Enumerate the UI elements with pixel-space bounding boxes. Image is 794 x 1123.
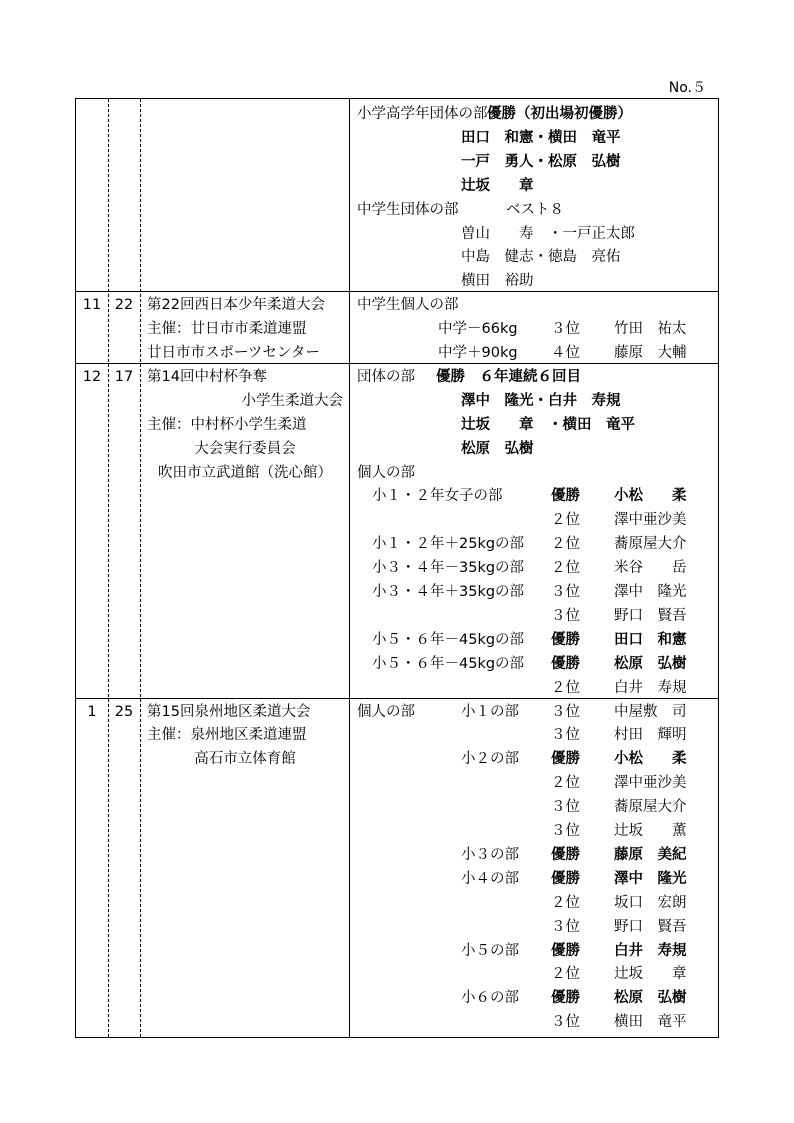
page-number: No.５ <box>668 80 706 96</box>
result-cell: ２位 <box>551 560 580 577</box>
event-line: 第22回西日本少年柔道大会 <box>147 297 325 314</box>
result-cell: 優勝 <box>551 870 580 887</box>
result-cell: 小松 柔 <box>614 488 687 505</box>
result-cell: 優勝 <box>551 488 580 505</box>
result-cell: 藤原 大輔 <box>614 345 687 361</box>
result-cell: 白井 寿規 <box>614 942 687 959</box>
result-cell: 優勝 <box>551 655 580 672</box>
result-cell: ベスト８ <box>506 201 564 218</box>
result-cell: 優勝 <box>551 751 580 768</box>
section-divider <box>76 363 718 364</box>
result-cell: 小松 柔 <box>614 751 687 768</box>
result-cell: 澤中 隆光 <box>614 584 687 600</box>
result-cell: 小３の部 <box>461 846 519 863</box>
result-cell: 小３・４年－35kgの部 <box>372 560 525 577</box>
event-line: 第14回中村杯争奪 <box>147 368 267 385</box>
event-line: 主催：泉州地区柔道連盟 <box>147 727 307 744</box>
result-cell: 小学高学年団体の部 <box>357 106 488 122</box>
result-cell: 澤中亜沙美 <box>614 512 687 529</box>
result-cell: 松原 弘樹 <box>614 990 687 1007</box>
section-divider <box>76 698 718 699</box>
result-cell: 藤原 美紀 <box>614 846 687 863</box>
result-cell: ２位 <box>551 775 580 792</box>
result-cell: 団体の部 <box>357 368 415 385</box>
result-cell: ４位 <box>551 345 580 361</box>
result-cell: 辻坂 章 <box>461 177 534 194</box>
event-line: 廿日市市スポーツセンター <box>147 345 320 361</box>
event-day: 22 <box>114 297 134 314</box>
result-cell: ３位 <box>551 703 580 720</box>
result-cell: ３位 <box>551 1014 580 1031</box>
result-cell: 竹田 祐太 <box>614 321 687 338</box>
result-cell: ２位 <box>551 966 580 983</box>
result-cell: ３位 <box>551 799 580 816</box>
result-cell: 小３・４年＋35kgの部 <box>372 584 525 600</box>
result-cell: ２位 <box>551 536 580 553</box>
result-cell: 田口 和憲・横田 竜平 <box>461 129 621 146</box>
result-cell: 澤中亜沙美 <box>614 775 687 792</box>
result-cell: ３位 <box>551 584 580 600</box>
result-cell: 蕎原屋大介 <box>614 799 687 816</box>
result-cell: 辻坂 薫 <box>614 823 687 839</box>
result-cell: 個人の部 <box>357 703 415 720</box>
result-cell: 野口 賢吾 <box>614 607 687 624</box>
event-line: 主催：廿日市市柔道連盟 <box>147 321 307 338</box>
result-cell: 中島 健志・徳島 亮佑 <box>461 249 621 266</box>
event-day: 25 <box>114 703 134 720</box>
result-cell: ２位 <box>551 512 580 529</box>
result-cell: 辻坂 章 ・横田 竜平 <box>461 416 635 433</box>
column-divider-event-results <box>349 99 350 1037</box>
column-divider-day-event <box>140 99 141 1037</box>
result-cell: 中学生団体の部 <box>357 201 459 218</box>
result-cell: 小１・２年女子の部 <box>372 488 503 505</box>
result-cell: 小６の部 <box>461 990 519 1007</box>
result-cell: 優勝 <box>551 990 580 1007</box>
result-cell: 米谷 岳 <box>614 560 687 577</box>
result-cell: ３位 <box>551 918 580 935</box>
result-cell: 小５・６年－45kgの部 <box>372 655 525 672</box>
event-month: 11 <box>82 297 102 314</box>
result-cell: 澤中 隆光 <box>614 870 687 887</box>
event-line: 第15回泉州地区柔道大会 <box>147 703 311 720</box>
result-cell: 小１・２年＋25kgの部 <box>372 536 525 553</box>
result-cell: 松原 弘樹 <box>461 440 534 457</box>
result-cell: 一戸 勇人・松原 弘樹 <box>461 153 621 170</box>
result-cell: ２位 <box>551 679 580 696</box>
column-divider-month-day <box>108 99 109 1037</box>
result-cell: 澤中 隆光・白井 寿規 <box>461 392 621 409</box>
event-line: 大会実行委員会 <box>194 440 296 457</box>
result-cell: ３位 <box>551 823 580 839</box>
result-cell: 蕎原屋大介 <box>614 536 687 553</box>
result-cell: 小２の部 <box>461 751 519 768</box>
result-cell: 優勝 <box>551 942 580 959</box>
result-cell: 辻坂 章 <box>614 966 687 983</box>
result-cell: 中学＋90kg <box>438 345 518 361</box>
result-cell: 曽山 寿 ・一戸正太郎 <box>461 225 635 242</box>
result-cell: 優勝 ６年連続６回目 <box>436 368 581 385</box>
result-cell: 田口 和憲 <box>614 631 687 648</box>
result-cell: ２位 <box>551 894 580 911</box>
result-cell: 坂口 宏朗 <box>614 894 687 911</box>
section-divider <box>76 291 718 292</box>
event-month: 1 <box>87 703 97 720</box>
result-cell: 中学生個人の部 <box>357 297 459 314</box>
result-cell: 横田 竜平 <box>614 1014 687 1031</box>
result-cell: 白井 寿規 <box>614 679 687 696</box>
event-day: 17 <box>114 368 134 385</box>
result-cell: 野口 賢吾 <box>614 918 687 935</box>
event-line: 高石市立体育館 <box>194 751 296 768</box>
result-cell: 中屋敷 司 <box>614 703 687 720</box>
result-cell: 小５・６年－45kgの部 <box>372 631 525 648</box>
result-cell: 優勝（初出場初優勝） <box>487 106 632 122</box>
result-cell: ３位 <box>551 727 580 744</box>
results-table <box>75 98 719 1038</box>
result-cell: 優勝 <box>551 631 580 648</box>
result-cell: ３位 <box>551 321 580 338</box>
result-cell: 村田 輝明 <box>614 727 687 744</box>
result-cell: 横田 裕助 <box>461 273 534 290</box>
result-cell: 小５の部 <box>461 942 519 959</box>
result-cell: 松原 弘樹 <box>614 655 687 672</box>
result-cell: ３位 <box>551 607 580 624</box>
event-month: 12 <box>82 368 102 385</box>
result-cell: 小１の部 <box>461 703 519 720</box>
event-line: 主催：中村杯小学生柔道 <box>147 416 307 433</box>
event-line: 小学生柔道大会 <box>241 392 343 409</box>
result-cell: 優勝 <box>551 846 580 863</box>
result-cell: 中学－66kg <box>438 321 518 338</box>
result-cell: 小４の部 <box>461 870 519 887</box>
event-line: 吹田市立武道館（洗心館） <box>158 464 332 481</box>
result-cell: 個人の部 <box>357 464 415 481</box>
